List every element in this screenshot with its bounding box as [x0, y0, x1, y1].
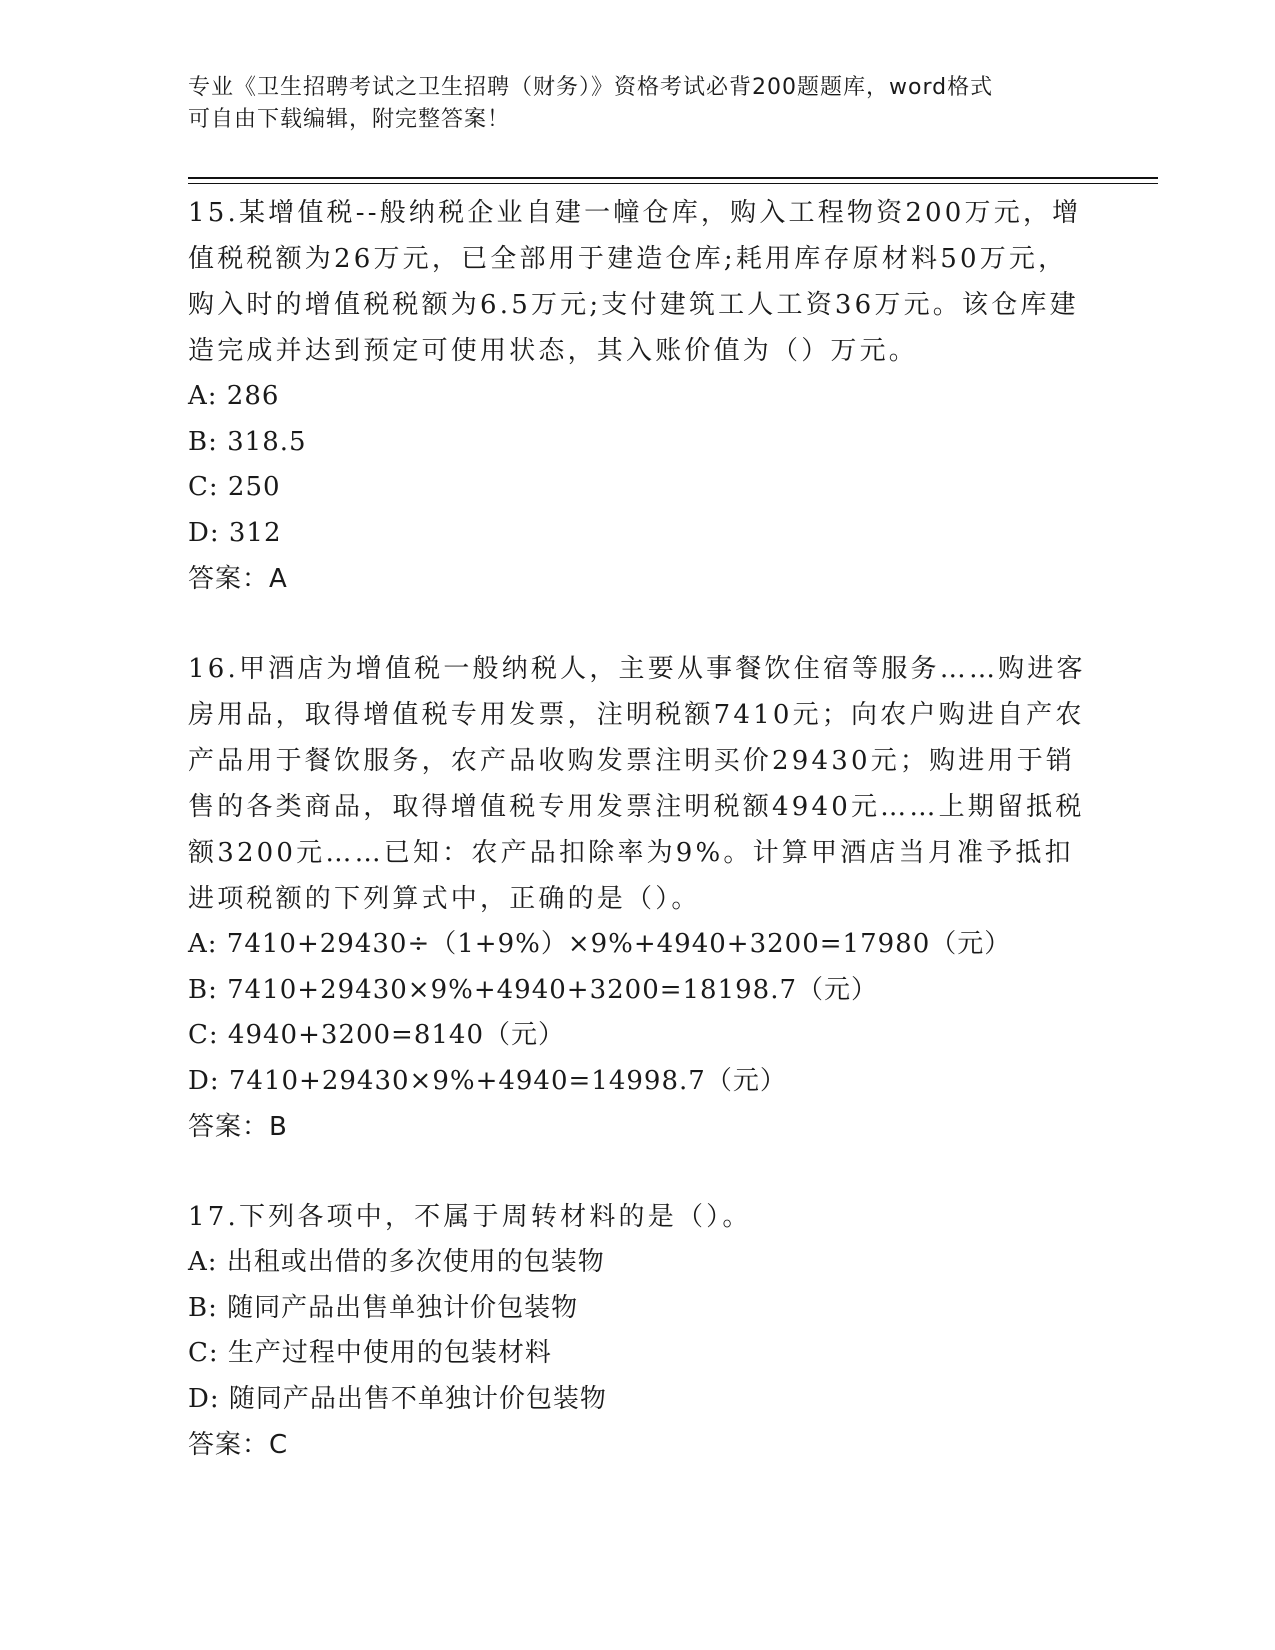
option-d: D: 7410+29430×9%+4940=14998.7（元）	[188, 1065, 787, 1096]
option-a: A: 7410+29430÷（1+9%）×9%+4940+3200=17980（元）	[188, 929, 1012, 959]
answer-line: 答案：A	[188, 564, 288, 594]
question-spacer	[188, 1150, 1088, 1194]
option-b: B: 7410+29430×9%+4940+3200=18198.7（元）	[188, 974, 879, 1005]
header-line-1: 专业《卫生招聘考试之卫生招聘（财务）》资格考试必背200题题库，word格式	[188, 75, 994, 100]
question-stem: 15.某增值税--般纳税企业自建一幢仓库，购入工程物资200万元，增值税税额为26万元，已全部用于建造仓库;耗用库存原材料50万元，购入时的增值税税额为6.5万元;支付建筑工人工资36万元。该仓库建造完成并达到预定可使用状态，其入账价值为（）万元。	[188, 198, 1082, 366]
answer-line: 答案：B	[188, 1112, 288, 1142]
header-divider-thin	[188, 183, 1158, 184]
option-c: C: 生产过程中使用的包装材料	[188, 1338, 552, 1368]
question-stem: 17.下列各项中，不属于周转材料的是（）。	[188, 1202, 752, 1232]
option-c: C: 250	[188, 472, 281, 502]
question-15	[188, 190, 1088, 602]
answer-line: 答案：C	[188, 1430, 289, 1460]
question-16	[188, 646, 1088, 1150]
question-17	[188, 1194, 1088, 1468]
question-list	[188, 190, 1088, 1468]
document-header	[188, 72, 1088, 136]
question-spacer	[188, 602, 1088, 646]
header-line-2: 可自由下载编辑，附完整答案！	[188, 107, 511, 132]
option-a: A: 286	[188, 381, 280, 411]
option-b: B: 随同产品出售单独计价包装物	[188, 1292, 579, 1323]
header-divider-thick	[188, 177, 1158, 179]
question-stem: 16.甲酒店为增值税一般纳税人，主要从事餐饮住宿等服务……购进客房用品，取得增值税专用发票，注明税额7410元；向农户购进自产农产品用于餐饮服务，农产品收购发票注明买价29430元；购进用于销售的各类商品，取得增值税专用发票注明税额4940元……上期留抵税额3200元……已知：农产品扣除率为9%。计算甲酒店当月准予抵扣进项税额的下列算式中，正确的是（）。	[188, 654, 1086, 914]
option-b: B: 318.5	[188, 426, 307, 457]
option-a: A: 出租或出借的多次使用的包装物	[188, 1247, 605, 1277]
option-d: D: 312	[188, 517, 282, 548]
option-d: D: 随同产品出售不单独计价包装物	[188, 1383, 607, 1414]
option-c: C: 4940+3200=8140（元）	[188, 1020, 565, 1050]
